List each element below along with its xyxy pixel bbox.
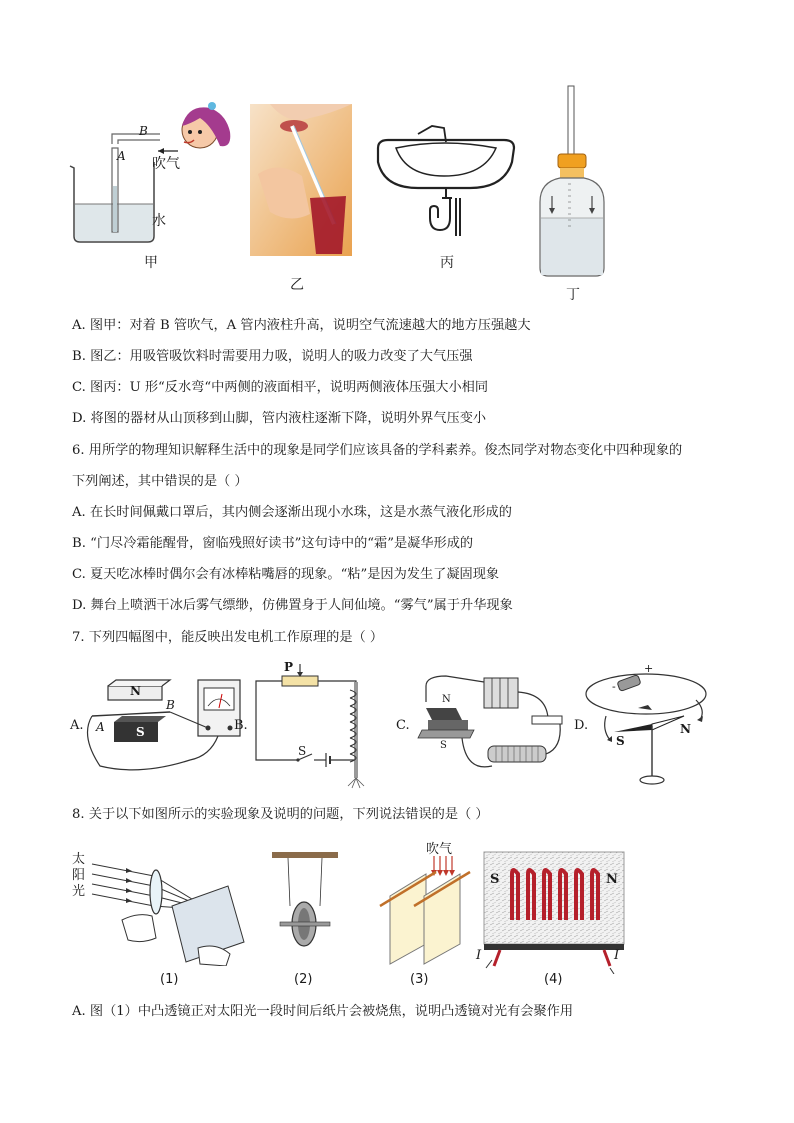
q7-c-s: S bbox=[440, 740, 447, 751]
label-a: A bbox=[117, 149, 126, 163]
q6-option-a: A. 在长时间佩戴口罩后，其内侧会逐渐出现小水珠，这是水蒸气液化形成的 bbox=[72, 505, 512, 520]
q8-4-i-left: I bbox=[476, 948, 482, 963]
q7-a-option: A. bbox=[70, 718, 84, 733]
figure-ding bbox=[532, 84, 612, 302]
q8-1-sun-1: 太 bbox=[72, 852, 86, 867]
caption-ding: 丁 bbox=[566, 287, 580, 303]
q8-figure-4 bbox=[472, 850, 632, 992]
q7-a-n: N bbox=[130, 684, 141, 698]
caption-bing: 丙 bbox=[440, 255, 454, 271]
q8-stem: 8. 关于以下如图所示的实验现象及说明的问题，下列说法错误的是（ ） bbox=[72, 807, 489, 822]
q8-caption-3: (3) bbox=[410, 972, 429, 987]
q7-d-s: S bbox=[616, 734, 625, 748]
q7-figure-a bbox=[70, 676, 250, 786]
q8-figure-3 bbox=[370, 836, 480, 992]
q7-c-option: C. bbox=[396, 718, 410, 733]
figure-bing bbox=[374, 118, 518, 278]
q5-option-a: A. 图甲：对着 B 管吹气，A 管内液柱升高，说明空气流速越大的地方压强越大 bbox=[72, 318, 531, 333]
q8-4-s: S bbox=[490, 872, 500, 887]
q6-option-b: B. “门尽冷霜能醒骨，窗临残照好读书”这句诗中的“霜”是凝华形成的 bbox=[72, 536, 474, 551]
q8-figure-1 bbox=[68, 846, 248, 992]
q6-stem-line2: 下列阐述，其中错误的是（ ） bbox=[72, 474, 248, 489]
q8-4-i-right: I bbox=[614, 948, 620, 963]
q5-option-d: D. 将图的器材从山顶移到山脚，管内液柱逐渐下降，说明外界气压变小 bbox=[72, 411, 487, 426]
q8-1-sun-2: 阳 bbox=[72, 868, 86, 883]
q8-caption-4: (4) bbox=[544, 972, 563, 987]
q6-option-d: D. 舞台上喷洒干冰后雾气缥缈，仿佛置身于人间仙境。“雾气”属于升华现象 bbox=[72, 598, 513, 613]
figure-jia bbox=[60, 96, 240, 276]
q8-caption-2: (2) bbox=[294, 972, 313, 987]
q8-option-a: A. 图（1）中凸透镜正对太阳光一段时间后纸片会被烧焦，说明凸透镜对光有会聚作用 bbox=[72, 1004, 574, 1019]
q7-stem: 7. 下列四幅图中，能反映出发电机工作原理的是（ ） bbox=[72, 630, 384, 645]
q7-figure-d bbox=[574, 660, 714, 790]
q5-option-b: B. 图乙：用吸管吸饮料时需要用力吸，说明人的吸力改变了大气压强 bbox=[72, 349, 473, 364]
q7-d-minus: - bbox=[612, 680, 616, 693]
label-blow: 吹气 bbox=[152, 156, 180, 172]
q8-3-blow: 吹气 bbox=[426, 842, 453, 857]
label-water: 水 bbox=[152, 213, 166, 229]
q5-option-c: C. 图丙：U 形“反水弯“中两侧的液面相平，说明两侧液体压强大小相同 bbox=[72, 380, 489, 395]
q7-a-s: S bbox=[136, 725, 145, 739]
q7-b-s: S bbox=[298, 744, 307, 758]
q7-d-option: D. bbox=[574, 718, 589, 733]
q7-d-plus: + bbox=[644, 662, 654, 675]
caption-yi: 乙 bbox=[290, 277, 304, 293]
q8-figure-2 bbox=[266, 850, 346, 992]
q7-a-label-b: B bbox=[166, 698, 175, 712]
q7-a-label-a: A bbox=[96, 720, 105, 734]
q7-b-option: B. bbox=[234, 718, 248, 733]
caption-jia: 甲 bbox=[144, 255, 158, 271]
figure-yi bbox=[250, 104, 352, 294]
q8-caption-1: (1) bbox=[160, 972, 179, 987]
q6-option-c: C. 夏天吃冰棒时偶尔会有冰棒粘嘴唇的现象。“粘”是因为发生了凝固现象 bbox=[72, 567, 500, 582]
q7-figure-b bbox=[252, 660, 382, 790]
q7-d-n: N bbox=[680, 722, 691, 736]
q7-c-n: N bbox=[442, 694, 451, 705]
q8-1-sun-3: 光 bbox=[72, 884, 86, 899]
q8-4-n: N bbox=[606, 872, 618, 887]
q7-b-p: P bbox=[284, 660, 294, 674]
q6-stem-line1: 6. 用所学的物理知识解释生活中的现象是同学们应该具备的学科素养。俊杰同学对物态变化中四种现象的 bbox=[72, 443, 683, 458]
q7-figure-c bbox=[396, 672, 566, 782]
label-b: B bbox=[139, 124, 148, 138]
